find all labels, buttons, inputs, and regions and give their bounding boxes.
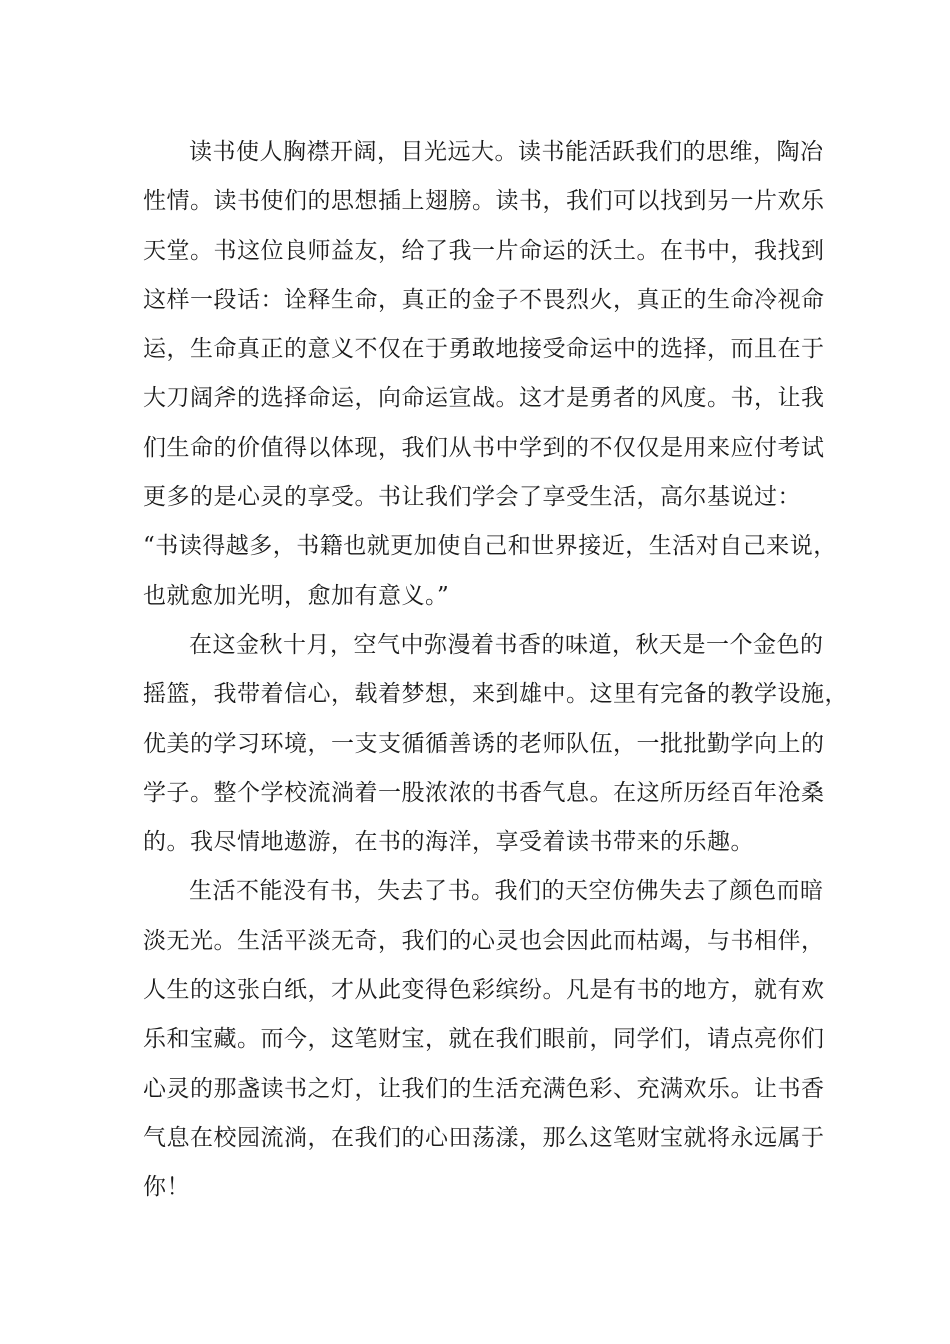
text-line: “书读得越多，书籍也就更加使自己和世界接近，生活对自己来说， xyxy=(143,533,837,560)
text-line: 大刀阔斧的选择命运，向命运宣战。这才是勇者的风度。书，让我 xyxy=(143,385,825,412)
text-line: 在这金秋十月，空气中弥漫着书香的味道，秋天是一个金色的 xyxy=(189,631,824,658)
text-line: 人生的这张白纸，才从此变得色彩缤纷。凡是有书的地方，就有欢 xyxy=(143,977,825,1004)
text-line: 的。我尽情地遨游，在书的海洋，享受着读书带来的乐趣。 xyxy=(143,829,754,856)
text-line: 读书使人胸襟开阔，目光远大。读书能活跃我们的思维，陶冶 xyxy=(189,139,824,165)
text-line: 生活不能没有书，失去了书。我们的天空仿佛失去了颜色而暗 xyxy=(189,878,824,905)
text-line: 性情。读书使们的思想插上翅膀。读书，我们可以找到另一片欢乐 xyxy=(143,188,825,215)
text-line: 心灵的那盏读书之灯，让我们的生活充满色彩、充满欢乐。让书香 xyxy=(143,1075,825,1102)
text-line: 也就愈加光明，愈加有意义。” xyxy=(143,582,450,609)
text-line: 你！ xyxy=(143,1174,190,1201)
document-body xyxy=(143,128,848,1213)
paragraph-1 xyxy=(143,128,837,621)
paragraph-3 xyxy=(143,867,833,1212)
text-line: 气息在校园流淌，在我们的心田荡漾，那么这笔财宝就将永远属于 xyxy=(143,1124,825,1151)
paragraph-2 xyxy=(143,621,848,867)
text-line: 这样一段话：诠释生命，真正的金子不畏烈火，真正的生命冷视命 xyxy=(143,286,825,313)
text-line: 优美的学习环境，一支支循循善诱的老师队伍，一批批勤学向上的 xyxy=(143,730,825,757)
text-line: 摇篮，我带着信心，载着梦想，来到雄中。这里有完备的教学设施， xyxy=(143,681,848,708)
text-line: 学子。整个学校流淌着一股浓浓的书香气息。在这所历经百年沧桑 xyxy=(143,779,825,806)
text-line: 更多的是心灵的享受。书让我们学会了享受生活，高尔基说过： xyxy=(143,484,801,511)
text-line: 们生命的价值得以体现，我们从书中学到的不仅仅是用来应付考试 xyxy=(143,434,825,461)
text-line: 天堂。书这位良师益友，给了我一片命运的沃土。在书中，我找到 xyxy=(143,237,825,264)
text-line: 运，生命真正的意义不仅在于勇敢地接受命运中的选择，而且在于 xyxy=(143,336,825,363)
text-line: 淡无光。生活平淡无奇，我们的心灵也会因此而枯竭，与书相伴， xyxy=(143,927,825,954)
text-line: 乐和宝藏。而今，这笔财宝，就在我们眼前，同学们，请点亮你们 xyxy=(143,1026,825,1053)
